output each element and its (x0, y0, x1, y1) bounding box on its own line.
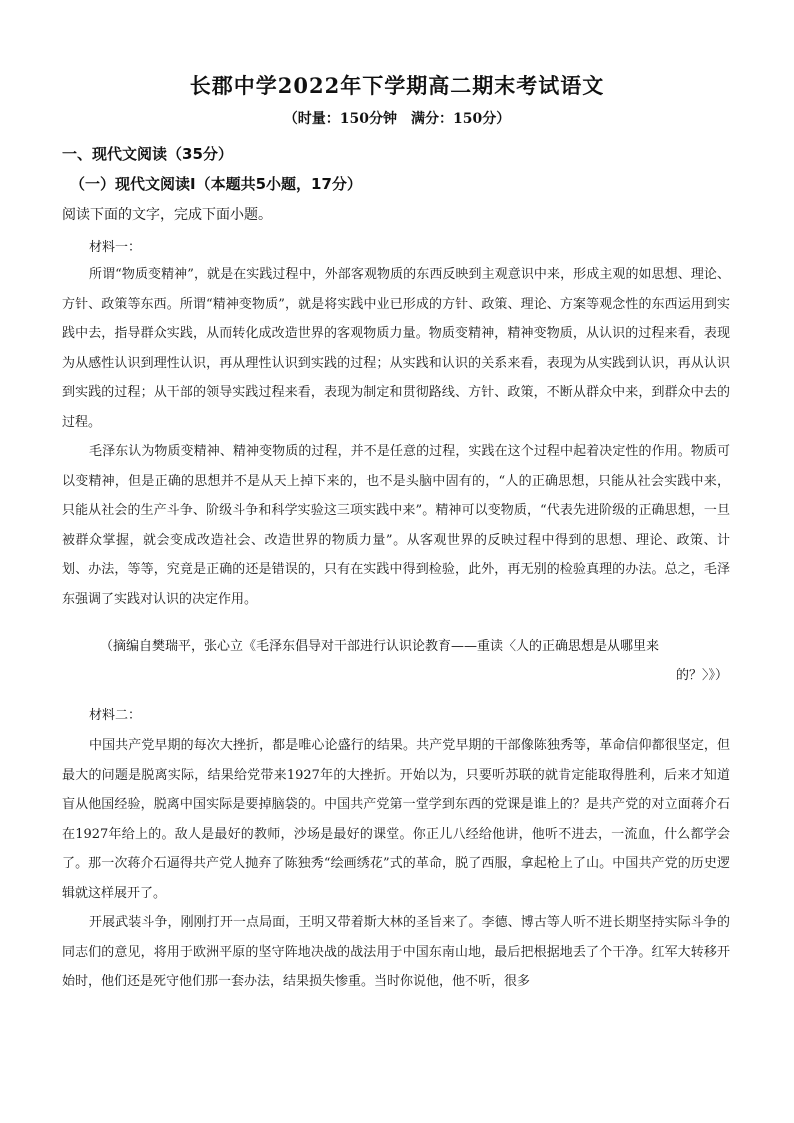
subsection-heading: （一）现代文阅读Ⅰ（本题共5小题，17分） (70, 175, 362, 193)
material1-body (62, 260, 730, 614)
section-heading: 一、现代文阅读（35分） (62, 145, 233, 163)
document-subtitle: （时量：150分钟 满分：150分） (283, 111, 511, 127)
instruction-text: 阅读下面的文字，完成下面小题。 (62, 207, 272, 223)
document-title: 长郡中学2022年下学期高二期末考试语文 (189, 73, 605, 98)
material2-paragraph: 开展武装斗争，刚刚打开一点局面，王明又带着斯大林的圣旨来了。李德、博古等人听不进长期坚持实际斗争的同志们的意见，将用于欧洲平原的坚守阵地决战的战法用于中国东南山地，最后把根据地丢了个干净。红军大转移开始时，他们还是死守他们那一套办法，结果损失惨重。当时你说他，他不听，很多 (62, 915, 730, 989)
material1-label: 材料一： (89, 240, 142, 255)
material1-source (100, 632, 728, 690)
material2-body (62, 731, 730, 997)
source-citation: （摘编自樊瑞平，张心立《毛泽东倡导对干部进行认识论教育——重读〈人的正确思想是从哪里来 (100, 639, 660, 654)
material1-paragraph: 毛泽东认为物质变精神、精神变物质的过程，并不是任意的过程，实践在这个过程中起着决定性的作用。物质可以变精神，但是正确的思想并不是从天上掉下来的，也不是头脑中固有的，“人的正确思想，只能从社会实践中来，只能从社会的生产斗争、阶级斗争和科学实验这三项实践中来”。精神可以变物质，“代表先进阶级的正确思想，一旦被群众掌握，就会变成改造社会、改造世界的物质力量”。从客观世界的反映过程中得到的思想、理论、政策、计划、办法，等等，究竟是正确的还是错误的，只有在实践中得到检验，此外，再无别的检验真理的办法。总之，毛泽东强调了实践对认识的决定作用。 (62, 444, 730, 607)
material2-label: 材料二： (89, 708, 142, 723)
material2-paragraph: 中国共产党早期的每次大挫折，都是唯心论盛行的结果。共产党早期的干部像陈独秀等，革命信仰都很坚定，但最大的问题是脱离实际，结果给党带来1927年的大挫折。开始以为，只要听苏联的就肯定能取得胜利，后来才知道盲从他国经验，脱离中国实际是要掉脑袋的。中国共产党第一堂学到东西的党课是谁上的？是共产党的对立面蒋介石在1927年给上的。敌人是最好的教师，沙场是最好的课堂。你正儿八经给他讲，他听不进去，一流血，什么都学会了。那一次蒋介石逼得共产党人抛弃了陈独秀“绘画绣花”式的革命，脱了西服，拿起枪上了山。中国共产党的历史逻辑就这样展开了。 (62, 738, 730, 901)
material1-paragraph: 所谓“物质变精神”，就是在实践过程中，外部客观物质的东西反映到主观意识中来，形成主观的如思想、理论、方针、政策等东西。所谓“精神变物质”，就是将实践中业已形成的方针、政策、理论、方案等观念性的东西运用到实践中去，指导群众实践，从而转化成改造世界的客观物质力量。物质变精神，精神变物质，从认识的过程来看，表现为从感性认识到理性认识，再从理性认识到实践的过程；从实践和认识的关系来看，表现为从实践到认识，再从认识到实践的过程；从干部的领导实践过程来看，表现为制定和贯彻路线、方针、政策，不断从群众中来，到群众中去的过程。 (62, 267, 730, 430)
source-citation-tail: 的？〉》） (675, 668, 728, 683)
